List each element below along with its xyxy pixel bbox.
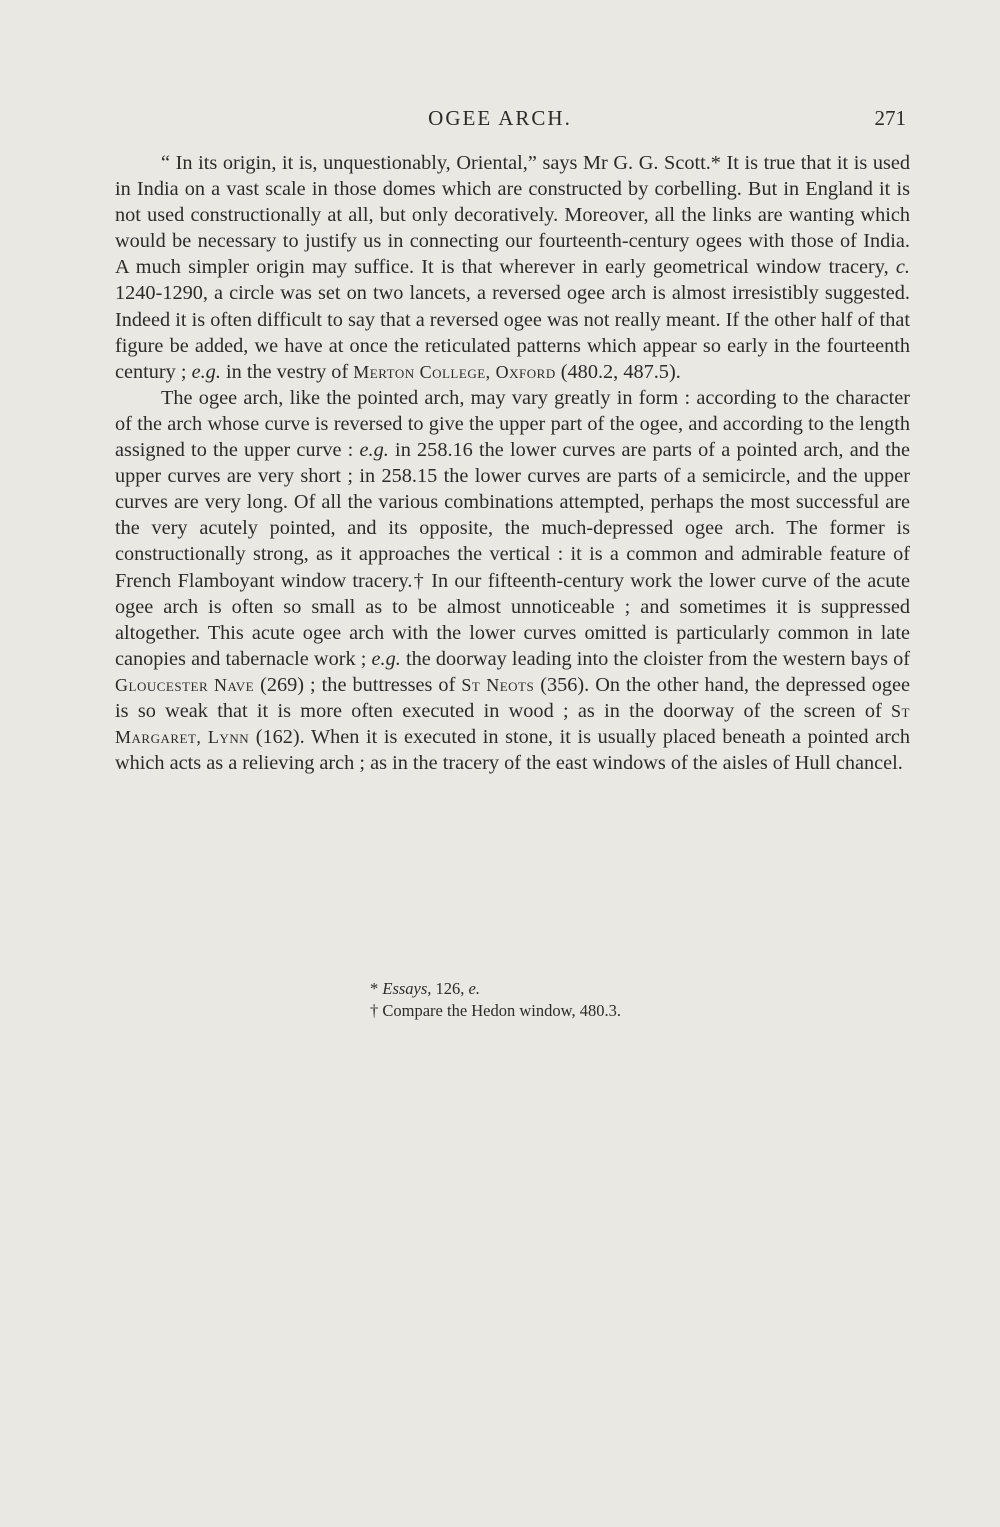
footnote-text: e. <box>464 979 480 998</box>
place-name: St Margaret, Lynn <box>115 700 910 748</box>
p2-text-4: (269) ; the buttresses of <box>254 673 456 696</box>
footnote-1 <box>370 978 621 1000</box>
p1-text-2: 1240-1290, a circle was set on two lancets, a reversed ogee arch is almost irresistibly suggested. Indeed it is often difficult to say that a reversed ogee was not really meant. If the other half of that figure be added, we have at once the reticulated patterns which appear so early in the fourteenth century ; <box>115 282 910 383</box>
footnote-mark: * <box>370 979 383 998</box>
place-name: Merton College, Oxford <box>353 361 556 382</box>
footnote-text: 126, <box>431 979 465 998</box>
footnote-2: † Compare the Hedon window, 480.3. <box>370 1001 621 1020</box>
eg-abbr: e.g. <box>359 439 389 462</box>
page-number: 271 <box>874 106 906 130</box>
p2-text-2: in 258.16 the lower curves are parts of a pointed arch, and the upper curves are very short ; in 258.15 the lower curves are parts of a semicircle, and the upper curves are very long. Of all the various combinations attempted, perhaps the most successful are the very acutely pointed, and its opposite, the much-depressed ogee arch. The former is constructionally strong, as it approaches the vertical : it is a common and admirable feature of French Flamboyant window tracery.† In our fifteenth-century work the lower curve of the acute ogee arch is often so small as to be almost unnoticeable ; and sometimes it is suppressed altogether. This acute ogee arch with the lower curves omitted is particularly common in late canopies and tabernacle work ; <box>115 439 910 670</box>
place-name: St Neots <box>461 674 535 695</box>
p2-text-3: the doorway leading into the cloister from the western bays of <box>400 647 911 670</box>
p1-text-4: (480.2, 487.5). <box>555 360 681 383</box>
place-name: Gloucester Nave <box>115 674 255 695</box>
p1-text-1: “ In its origin, it is, unquestionably, Oriental,” says Mr G. G. Scott.* It is true that it is used in India on a vast scale in those domes which are constructed by corbelling. But in England it is not used constructionally at all, but only decoratively. Moreover, all the links are wanting which would be necessary to justify us in connecting our fourteenth-century ogees with those of India. A much simpler origin may suffice. It is that wherever in early geometrical window tracery, <box>115 152 910 279</box>
running-head <box>0 106 1000 136</box>
eg-abbr: e.g. <box>191 360 221 383</box>
circa-abbr: c. <box>895 256 910 279</box>
paragraph-1 <box>115 150 910 385</box>
p2-text-1: The ogee arch, like the pointed arch, may vary greatly in form : according to the character of the arch whose curve is reversed to give the upper part of the ogee, and according to the length assigned to the upper curve : <box>115 386 910 462</box>
p1-text-3: in the vestry of <box>220 360 349 383</box>
body-text <box>115 150 910 776</box>
paragraph-2 <box>115 385 910 776</box>
p2-text-6: (162). When it is executed in stone, it is usually placed beneath a pointed arch which acts as a relieving arch ; as in the tracery of the east windows of the aisles of Hull chancel. <box>115 726 910 775</box>
page-title: OGEE ARCH. <box>428 106 572 130</box>
footnote-title: Essays, <box>382 979 432 998</box>
footnotes <box>370 978 621 1022</box>
p2-text-5: (356). On the other hand, the depressed ogee is so weak that it is more often executed in wood ; as in the doorway of the screen of <box>115 673 911 722</box>
eg-abbr: e.g. <box>371 647 401 670</box>
